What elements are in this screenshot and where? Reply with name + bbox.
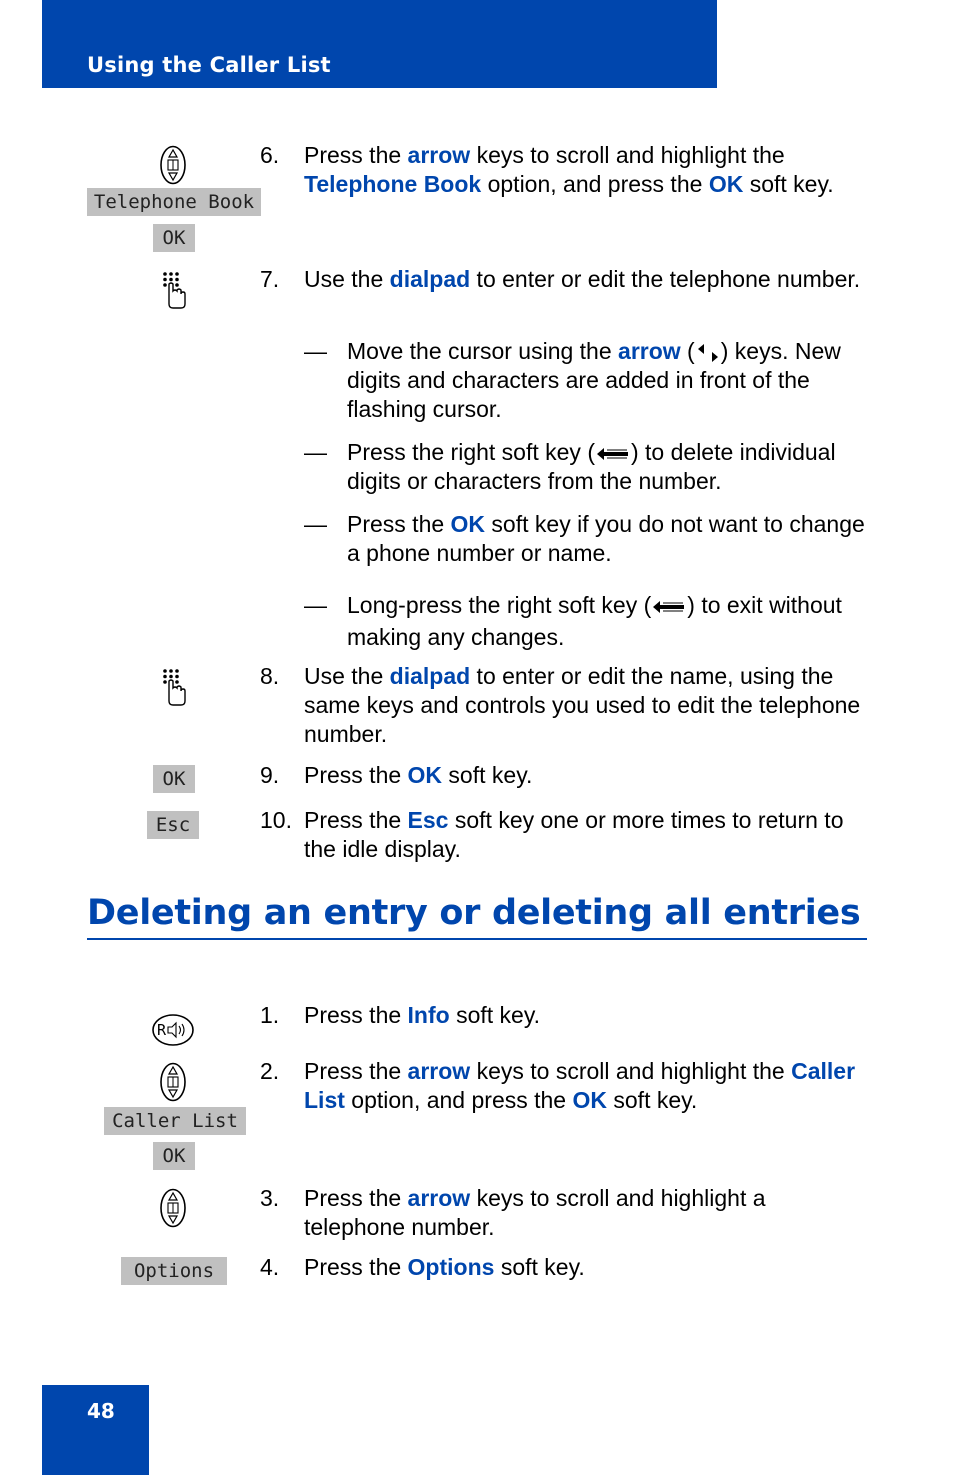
step-8 <box>260 662 870 749</box>
left-right-arrow-icon <box>695 342 721 364</box>
info-key-icon <box>151 1013 195 1047</box>
backspace-icon <box>651 598 687 616</box>
step-number: 10. <box>260 807 292 833</box>
softkey-ok[interactable]: OK <box>153 224 195 252</box>
step-number: 2. <box>260 1058 280 1084</box>
step-number: 1. <box>260 1002 280 1028</box>
header-bar <box>42 0 717 88</box>
softkey-caller-list[interactable]: Caller List <box>104 1107 246 1135</box>
step-number: 9. <box>260 762 280 788</box>
svg-text:R: R <box>157 1021 167 1039</box>
step-text: Press the arrow keys to scroll and highlight the Telephone Book option, and press the OK soft key. <box>304 142 834 197</box>
softkey-ok[interactable]: OK <box>153 1142 195 1170</box>
page-number: 48 <box>87 1399 115 1423</box>
substep-delete-digits: — Press the right soft key ( ) to delete individual digits or characters from the number. <box>304 439 836 494</box>
step-text: Press the OK soft key. <box>304 762 533 788</box>
step-b3 <box>260 1184 870 1242</box>
step-number: 4. <box>260 1254 280 1280</box>
step-number: 8. <box>260 663 280 689</box>
dialpad-icon <box>160 270 188 310</box>
step-text: Use the dialpad to enter or edit the telephone number. <box>304 266 861 292</box>
step-10 <box>260 806 870 864</box>
step-text: Use the dialpad to enter or edit the name, using the same keys and controls you used to edit the telephone number. <box>304 663 861 747</box>
step-number: 7. <box>260 266 280 292</box>
step-text: Press the Info soft key. <box>304 1002 541 1028</box>
backspace-icon <box>595 445 631 463</box>
step-text: Press the arrow keys to scroll and highlight the Caller List option, and press the OK soft key. <box>304 1058 856 1113</box>
step-b2 <box>260 1057 870 1115</box>
substep-long-press: — Long-press the right soft key ( ) to exit without making any changes. <box>304 592 842 650</box>
step-9 <box>260 761 870 790</box>
step-number: 3. <box>260 1185 280 1211</box>
substep-press-ok: — Press the OK soft key if you do not want to change a phone number or name. <box>304 511 865 566</box>
substep-move-cursor: — Move the cursor using the arrow ( ) keys. New digits and characters are added in front of the flashing cursor. <box>304 338 841 422</box>
dialpad-icon <box>160 667 188 707</box>
page-header-title: Using the Caller List <box>87 53 331 77</box>
step-b4 <box>260 1253 870 1282</box>
softkey-esc[interactable]: Esc <box>147 811 199 839</box>
footer-page-box <box>42 1385 149 1475</box>
navigation-key-icon <box>159 145 187 185</box>
softkey-options[interactable]: Options <box>121 1257 227 1285</box>
softkey-ok[interactable]: OK <box>153 765 195 793</box>
step-b1 <box>260 1001 870 1030</box>
section-heading: Deleting an entry or deleting all entries <box>87 893 861 933</box>
step-7 <box>260 265 870 294</box>
step-text: Press the arrow keys to scroll and highlight a telephone number. <box>304 1185 766 1240</box>
navigation-key-icon <box>159 1188 187 1228</box>
navigation-key-icon <box>159 1062 187 1102</box>
step-text: Press the Options soft key. <box>304 1254 585 1280</box>
step-6 <box>260 141 870 199</box>
section-divider <box>87 938 867 940</box>
step-number: 6. <box>260 142 280 168</box>
softkey-telephone-book[interactable]: Telephone Book <box>87 188 261 216</box>
step-text: Press the Esc soft key one or more times to return to the idle display. <box>304 807 844 862</box>
